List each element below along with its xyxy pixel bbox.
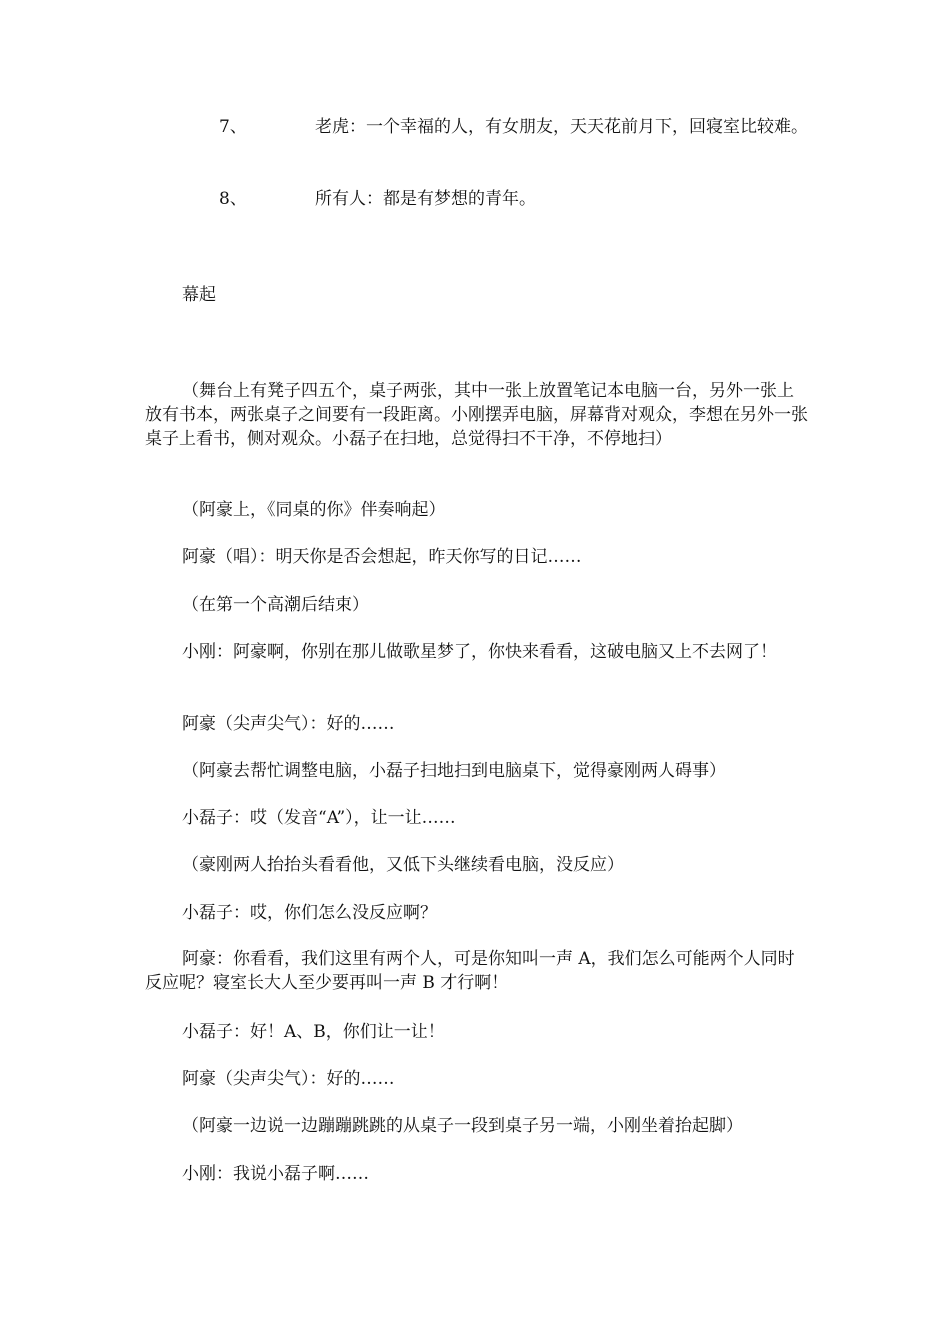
stage-direction: （豪刚两人抬抬头看看他，又低下头继续看电脑，没反应）	[182, 855, 624, 875]
dialogue-line: 小磊子：哎（发音“A”），让一让……	[182, 808, 456, 828]
dialogue-line: 小刚：阿豪啊，你别在那儿做歌星梦了，你快来看看，这破电脑又上不去网了！	[182, 642, 777, 662]
dialogue-line: 阿豪（唱）：明天你是否会想起，昨天你写的日记……	[182, 547, 582, 567]
stage-direction: （在第一个高潮后结束）	[182, 595, 369, 615]
dialogue-line: 阿豪（尖声尖气）：好的……	[182, 1069, 395, 1089]
cast-number: 8、	[219, 189, 247, 209]
stage-direction: （阿豪上，《同桌的你》伴奏响起）	[182, 500, 446, 520]
cast-description: 老虎：一个幸福的人，有女朋友，天天花前月下，回寝室比较难。	[315, 117, 808, 137]
dialogue-line: 阿豪：你看看，我们这里有两个人，可是你知叫一声 A，我们怎么可能两个人同时反应呢？寝室长大人至少要再叫一声 B 才行啊！	[145, 949, 795, 993]
cast-item-8	[145, 187, 810, 211]
dialogue-line: 小刚：我说小磊子啊……	[182, 1164, 369, 1184]
stage-direction: （阿豪去帮忙调整电脑，小磊子扫地扫到电脑桌下，觉得豪刚两人碍事）	[182, 761, 726, 781]
stage-direction: （舞台上有凳子四五个，桌子两张，其中一张上放置笔记本电脑一台，另外一张上放有书本，两张桌子之间要有一段距离。小刚摆弄电脑，屏幕背对观众，李想在另外一张桌子上看书，侧对观众。小磊子在扫地，总觉得扫不干净，不停地扫）	[145, 381, 808, 449]
cast-number: 7、	[219, 117, 247, 137]
dialogue-line: 小磊子：哎，你们怎么没反应啊？	[182, 903, 437, 923]
dialogue-line: 小磊子：好！A、B，你们让一让！	[182, 1022, 445, 1042]
stage-direction: （阿豪一边说一边蹦蹦跳跳的从桌子一段到桌子另一端，小刚坐着抬起脚）	[182, 1116, 743, 1136]
dialogue-line: 阿豪（尖声尖气）：好的……	[182, 714, 395, 734]
cast-description: 所有人：都是有梦想的青年。	[315, 189, 536, 209]
curtain-rises: 幕起	[182, 285, 216, 305]
cast-item-7	[145, 115, 810, 139]
